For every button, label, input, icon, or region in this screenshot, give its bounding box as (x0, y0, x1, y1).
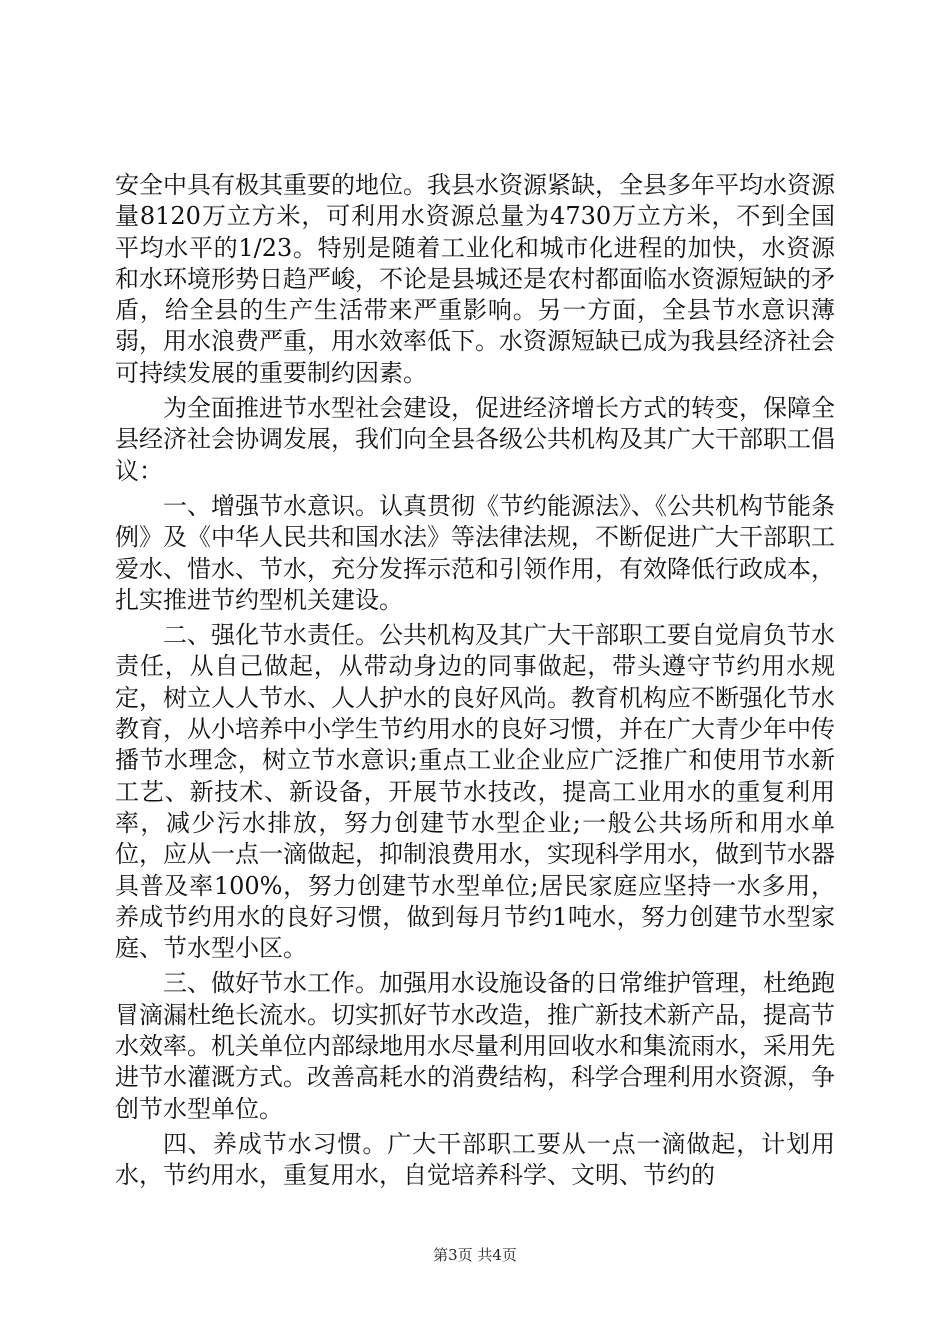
paragraph-item-2-responsibility: 二、强化节水责任。公共机构及其广大干部职工要自觉肩负节水责任，从自己做起，从带动身边的同事做起，带头遵守节约用水规定，树立人人节水、人人护水的良好风尚。教育机构应不断强化节水教育，从小培养中小学生节约用水的良好习惯，并在广大青少年中传播节水理念，树立节水意识;重点工业企业应广泛推广和使用节水新工艺、新技术、新设备，开展节水技改，提高工业用水的重复利用率，减少污水排放，努力创建节水型企业;一般公共场所和用水单位，应从一点一滴做起，抑制浪费用水，实现科学用水，做到节水器具普及率100%，努力创建节水型单位;居民家庭应坚持一水多用，养成节约用水的良好习惯，做到每月节约1吨水，努力创建节水型家庭、节水型小区。 (115, 621, 835, 963)
paragraph-item-3-work: 三、做好节水工作。加强用水设施设备的日常维护管理，杜绝跑冒滴漏杜绝长流水。切实抓好节水改造，推广新技术新产品，提高节水效率。机关单位内部绿地用水尽量利用回收水和集流雨水，采用先进节水灌溉方式。改善高耗水的消费结构，科学合理利用水资源，争创节水型单位。 (115, 969, 835, 1123)
document-body (115, 170, 835, 1192)
paragraph-item-1-awareness: 一、增强节水意识。认真贯彻《节约能源法》、《公共机构节能条例》及《中华人民共和国水法》等法律法规，不断促进广大干部职工爱水、惜水、节水，充分发挥示范和引领作用，有效降低行政成本，扎实推进节约型机关建设。 (115, 491, 835, 614)
paragraph-item-4-habits: 四、养成节水习惯。广大干部职工要从一点一滴做起，计划用水，节约用水，重复用水，自觉培养科学、文明、节约的 (115, 1129, 835, 1190)
paragraph-proposal-intro: 为全面推进节水型社会建设，促进经济增长方式的转变，保障全县经济社会协调发展，我们向全县各级公共机构及其广大干部职工倡议： (115, 394, 835, 485)
paragraph-water-shortage: 安全中具有极其重要的地位。我县水资源紧缺，全县多年平均水资源量8120万立方米，可利用水资源总量为4730万立方米，不到全国平均水平的1/23。特别是随着工业化和城市化进程的加快，水资源和水环境形势日趋严峻，不论是县城还是农村都面临水资源短缺的矛盾，给全县的生产生活带来严重影响。另一方面，全县节水意识薄弱，用水浪费严重，用水效率低下。水资源短缺已成为我县经济社会可持续发展的重要制约因素。 (115, 171, 835, 387)
page-number-footer: 第3页 共4页 (433, 1246, 517, 1264)
